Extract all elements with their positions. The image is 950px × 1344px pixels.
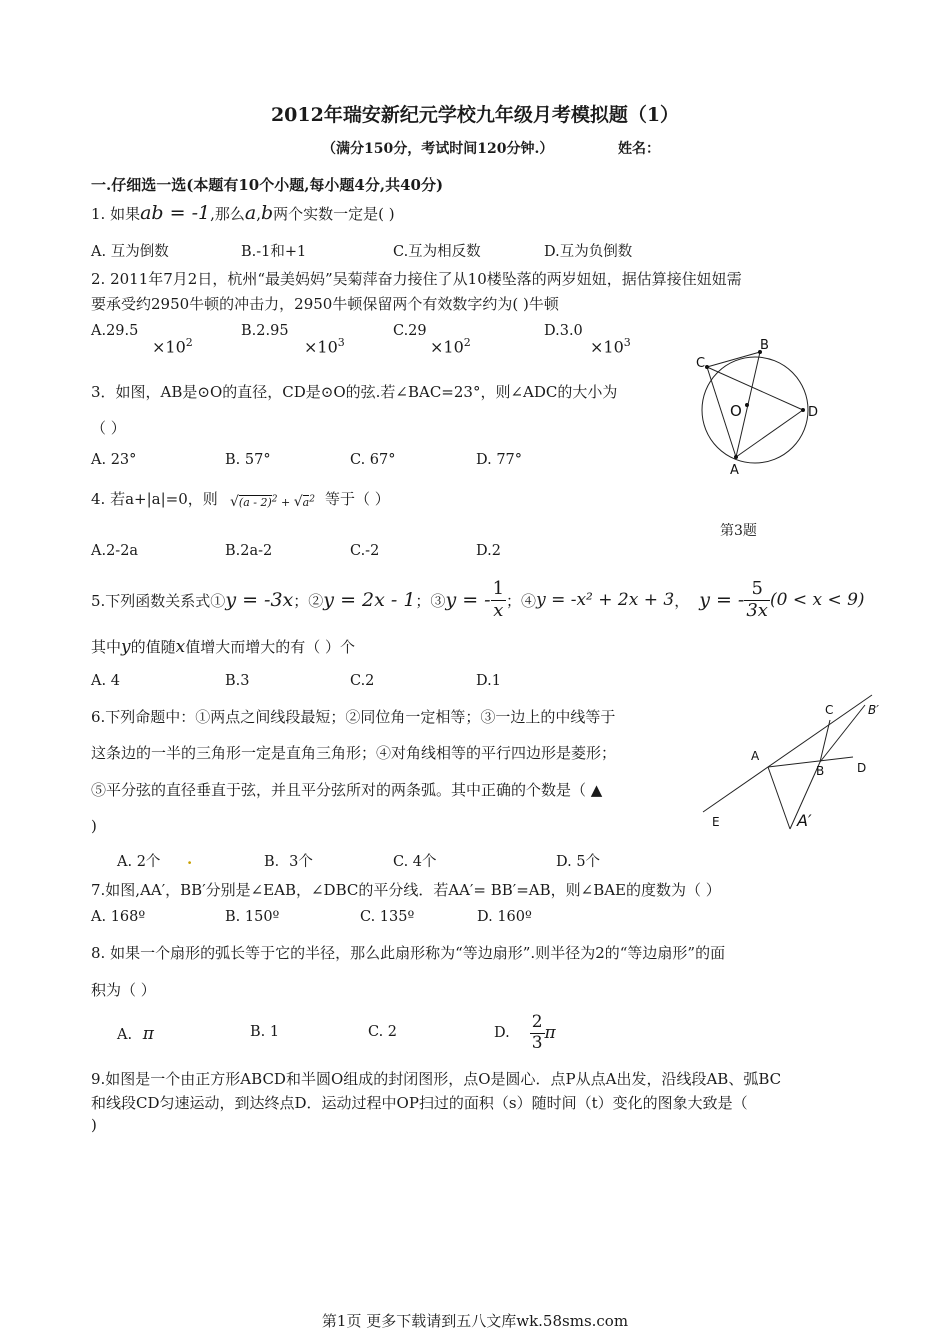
q5-sep-1: ；② [293,591,324,610]
q6-stray-dot: . [187,850,193,868]
q1-text-b: ,那么 [210,205,245,223]
q5-option-b: B.3 [225,673,250,689]
q8-option-a: A. π [117,1024,154,1044]
q5-sep-2: ；③ [415,591,446,610]
q3-option-d: D. 77° [476,452,523,468]
q5-line2: 其中y的值随x值增大而增大的有（ ）个 [91,637,356,657]
q8-line1: 8. 如果一个扇形的弧长等于它的半径，那么此扇形称为“等边扇形”.则半径为2的“等边扇形”的面 [91,944,726,962]
label-b: B [760,338,769,353]
q6-line2: 这条边的一半的三角形一定是直角三角形；④对角线相等的平行四边形是菱形； [91,744,617,762]
q9-line3: ) [91,1116,97,1134]
q1-var-b: b [260,202,274,224]
q1-text-a: 1. 如果 [91,205,141,223]
q5-prefix: 5.下列函数关系式① [91,591,226,610]
question-1 [91,202,395,224]
point-c [705,365,709,369]
q1-option-d: D.互为负倒数 [544,244,633,260]
segment-aa-prime [768,767,790,829]
label-a6: A [751,749,760,763]
label-e6: E [712,815,720,829]
q4-radicand-2: a [302,496,310,509]
q4-radicand-1-exp: 2 [271,494,278,505]
q7-line1: 7.如图,AA′，BB′分别是∠EAB，∠DBC的平分线．若AA′= BB′=AB，则∠BAE的度数为（ ） [91,881,721,899]
q7-option-c: C. 135º [360,909,415,925]
q6-option-c: C. 4个 [393,854,437,870]
circle-figure [690,330,830,480]
name-label: 姓名： [618,141,660,157]
q4-option-a: A.2-2a [91,543,139,559]
q5-sep-4: ， [674,591,690,610]
q4-radicand-1: (a - 2) [238,496,272,509]
q6-option-d: D. 5个 [556,854,601,870]
q5-func-5-condition: (0 < x < 9) [769,590,865,610]
point-o [745,403,749,407]
q2-option-b: B.2.95 [241,323,289,339]
q4-option-c: C.-2 [350,543,380,559]
q5-option-d: D.1 [476,673,501,689]
q5-option-c: C.2 [350,673,375,689]
q5-option-a: A. 4 [91,673,120,689]
q2-line2: 要承受约2950牛顿的冲击力，2950牛顿保留两个有效数字约为( )牛顿 [91,295,559,313]
section-heading: 一.仔细选一选(本题有10个小题,每小题4分,共40分) [91,176,444,194]
label-c6: C [825,703,834,717]
label-c: C [696,356,706,371]
q7-option-d: D. 160º [477,909,532,925]
question-5 [91,578,865,622]
q2-option-a-power: $\times 10^2$ [152,336,193,357]
label-a-prime: A′ [797,811,812,830]
q8-line2: 积为（ ） [91,981,156,999]
label-d: D [808,405,819,420]
q1-var-a: a [244,202,257,224]
label-b-prime: B′ [868,703,879,717]
q2-option-b-power: $\times 10^3$ [304,336,345,357]
q2-option-c: C.29 [393,323,427,339]
line-ec [703,695,872,812]
q6-option-a: A. 2个 [117,854,161,870]
label-d6: D [857,761,867,775]
q2-option-c-power: $\times 10^2$ [430,336,471,357]
q4-radical-expression: $√(a - 2)^2 + √a^2$ [230,494,315,510]
q5-func-3-lhs: y = - [445,589,491,611]
q1-option-b: B.-1和+1 [241,244,307,260]
q6-line3: ⑤平分弦的直径垂直于弦，并且平分弦所对的两条弧。其中正确的个数是（ ▲ [91,781,603,799]
q1-option-a: A. 互为倒数 [91,244,169,260]
q6-line1: 6.下列命题中：①两点之间线段最短；②同位角一定相等；③一边上的中线等于 [91,708,616,726]
q3-option-c: C. 67° [350,452,396,468]
page-footer: 第1页 更多下载请到五八文库wk.58sms.com [321,1312,629,1330]
q8-option-d: D. $\frac{2}{3}$ π [494,1011,556,1053]
q2-line1: 2. 2011年7月2日，杭州“最美妈妈”吴菊萍奋力接住了从10楼坠落的两岁妞妞，据估算接住妞妞需 [91,270,742,288]
q5-func-1: y = -3x [225,589,294,611]
exam-info: （满分150分，考试时间120分钟.） [322,141,554,157]
label-o: O [730,402,742,420]
q8-option-c: C. 2 [368,1024,398,1040]
q7-option-a: A. 168º [91,909,146,925]
point-d [801,408,805,412]
q1-text-c: 两个实数一定是( ) [273,205,395,223]
q2-option-d-power: $\times 10^3$ [590,336,631,357]
q1-option-c: C.互为相反数 [393,244,481,260]
q3-line2: （ ） [91,419,126,437]
label-b6: B [816,764,825,778]
label-a: A [730,463,739,478]
q4-option-d: D.2 [476,543,501,559]
q6-option-b: B．3个 [264,854,313,870]
q5-func-5-fraction: $\frac{5}{3x}$ [746,577,768,621]
q9-line1: 9.如图是一个由正方形ABCD和半圆O组成的封闭图形，点O是圆心．点P从点A出发，沿线段AB、弧BC [91,1070,782,1088]
q1-math: ab = -1 [140,202,211,224]
q5-func-5-lhs: y = - [699,589,745,611]
q3-option-b: B. 57° [225,452,271,468]
q3-option-a: A. 23° [91,452,137,468]
q6-line4: ) [91,817,97,835]
chord-ad [736,410,803,457]
q8-option-b: B. 1 [250,1024,280,1040]
question-4 [91,488,218,509]
q4-text-a: 4. 若a+|a|=0，则 [91,490,218,508]
q5-func-3-fraction: $\frac{1}{x}$ [492,577,505,621]
chord-cb [707,352,760,367]
q2-option-a: A.29.5 [91,323,139,339]
q2-option-d: D.3.0 [544,323,583,339]
q4-plus: + [281,496,291,509]
q5-func-2: y = 2x - 1 [323,589,416,611]
point-a [734,455,738,459]
q9-line2: 和线段CD匀速运动，到达终点D．运动过程中OP扫过的面积（s）随时间（t）变化的图象大致是（ [91,1094,748,1112]
angle-bisector-figure [695,690,895,840]
q1-comma: , [256,205,261,223]
q4-radicand-2-exp: 2 [309,494,315,505]
q4-text-b: 等于（ ） [325,490,390,508]
page-title: 2012年瑞安新纪元学校九年级月考模拟题（1） [270,104,680,126]
q4-option-b: B.2a-2 [225,543,273,559]
q7-option-b: B. 150º [225,909,280,925]
q3-line1: 3．如图，AB是⊙O的直径，CD是⊙O的弦.若∠BAC=23°，则∠ADC的大小为 [91,383,618,401]
q5-sep-3: ；④ [506,591,537,610]
q5-func-4: y = -x² + 2x + 3 [536,590,675,610]
figure-caption: 第3题 [720,523,757,539]
